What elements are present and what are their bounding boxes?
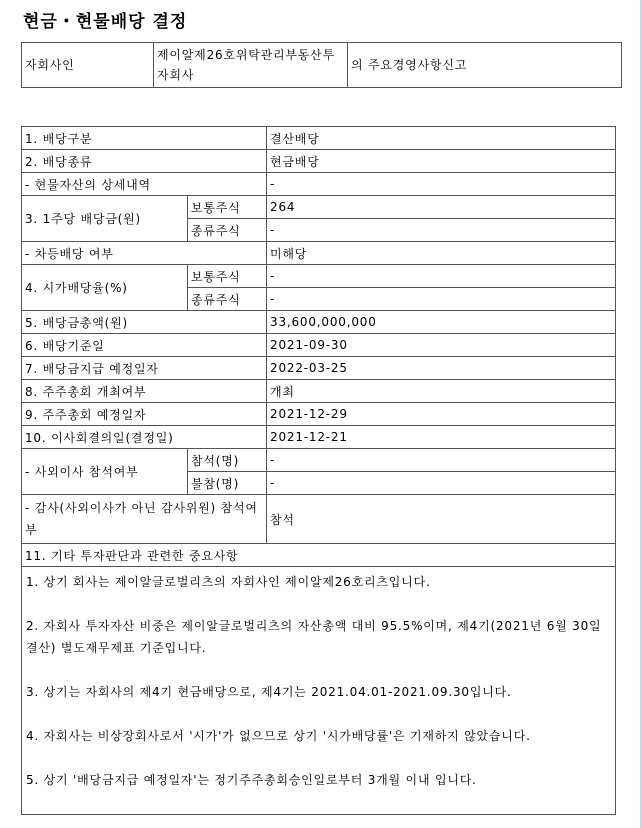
table-row [22,495,616,544]
header-table [21,42,622,88]
dividend-table [21,126,616,815]
row-sublabel: 불참(명) [188,472,267,495]
row-value: - [267,288,616,311]
row-label: 3. 1주당 배당금(원) [22,196,188,242]
row-sublabel: 보통주식 [188,196,267,219]
row-value: 2021-12-29 [267,403,616,426]
row-value: 결산배당 [267,127,616,150]
row-sublabel: 참석(명) [188,449,267,472]
row-value: 미해당 [267,242,616,265]
header-company: 제이알제26호위탁관리부동산투자회사 [154,43,348,88]
page-title: 현금・현물배당 결정 [23,12,188,32]
note-item: 3. 상기는 자회사의 제4기 현금배당으로, 제4기는 2021.04.01-2021.09.30입니다. [26,685,512,699]
table-row [22,334,616,357]
section-heading: 11. 기타 투자판단과 관련한 중요사항 [22,544,616,567]
row-value: - [267,173,616,196]
table-row [22,242,616,265]
row-label: 8. 주주총회 개최여부 [22,380,267,403]
table-row [22,544,616,567]
row-label: - 차등배당 여부 [22,242,267,265]
row-label: 7. 배당금지급 예정일자 [22,357,267,380]
row-value: 264 [267,196,616,219]
row-value: - [267,219,616,242]
table-row [22,449,616,472]
table-row [22,403,616,426]
row-label: 4. 시가배당율(%) [22,265,188,311]
row-label: 9. 주주총회 예정일자 [22,403,267,426]
row-value: 현금배당 [267,150,616,173]
row-value: 33,600,000,000 [267,311,616,334]
note-item: 1. 상기 회사는 제이알글로벌리츠의 자회사인 제이알제26호리츠입니다. [26,575,431,589]
row-value: 개최 [267,380,616,403]
row-label: - 감사(사외이사가 아닌 감사위원) 참석여부 [22,495,267,544]
row-value: 2021-12-21 [267,426,616,449]
row-label: 2. 배당종류 [22,150,267,173]
row-value: 참석 [267,495,616,544]
row-label: 5. 배당금총액(원) [22,311,267,334]
table-row [22,426,616,449]
notes-cell [22,567,616,815]
header-label: 자회사인 [22,43,154,88]
row-value: - [267,472,616,495]
row-value: - [267,265,616,288]
row-value: 2022-03-25 [267,357,616,380]
row-label: - 현물자산의 상세내역 [22,173,267,196]
row-sublabel: 종류주식 [188,288,267,311]
table-row [22,311,616,334]
row-value: 2021-09-30 [267,334,616,357]
row-label: - 사외이사 참석여부 [22,449,188,495]
row-sublabel: 보통주식 [188,265,267,288]
row-sublabel: 종류주식 [188,219,267,242]
table-row [22,567,616,815]
row-label: 10. 이사회결의일(결정일) [22,426,267,449]
row-label: 6. 배당기준일 [22,334,267,357]
table-row [22,127,616,150]
table-row [22,150,616,173]
table-row [22,173,616,196]
note-item: 5. 상기 '배당금지급 예정일자'는 정기주주총회승인일로부터 3개월 이내 입니다. [26,773,477,787]
table-row [22,380,616,403]
note-item: 4. 자회사는 비상장회사로서 '시가'가 없으므로 상기 '시가배당률'은 기재하지 않았습니다. [26,729,531,743]
table-row [22,196,616,219]
row-label: 1. 배당구분 [22,127,267,150]
note-item: 2. 자회사 투자자산 비중은 제이알글로벌리츠의 자산총액 대비 95.5%이며, 제4기(2021년 6월 30일 결산) 별도재무제표 기준입니다. [26,619,602,655]
table-row [22,357,616,380]
header-suffix: 의 주요경영사항신고 [348,43,622,88]
table-row [22,265,616,288]
row-value: - [267,449,616,472]
